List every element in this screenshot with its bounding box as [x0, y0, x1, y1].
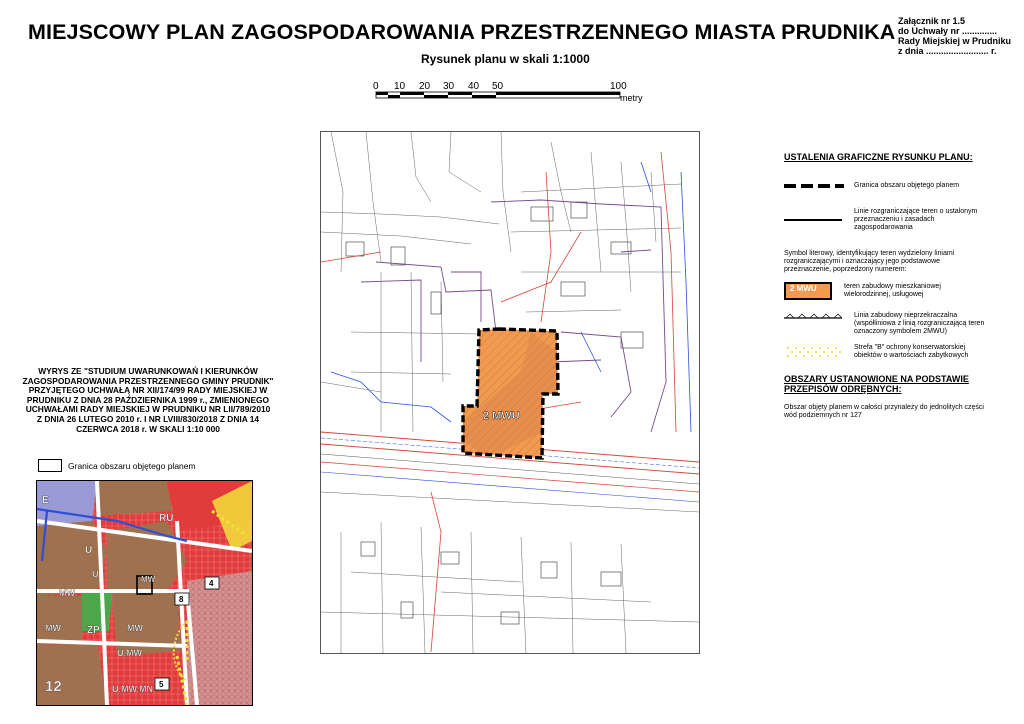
plan-map[interactable]: [320, 131, 700, 654]
zone-label: 2 MWU: [483, 410, 520, 422]
scale-tick-label: 30: [443, 81, 455, 92]
excerpt-area-number: 5: [159, 680, 164, 689]
zone-swatch-icon: [784, 282, 832, 300]
scale-unit-label: metry: [620, 93, 643, 103]
excerpt-label: RU: [159, 513, 174, 524]
dashed-boundary-icon: [784, 182, 844, 190]
legend-title: USTALENIA GRAFICZNE RYSUNKU PLANU:: [784, 152, 973, 162]
annex-line: z dnia ......................... r.: [898, 46, 997, 56]
excerpt-area-number: 4: [209, 579, 214, 588]
legend-section-text: Obszar objęty planem w całości przynależy do jednolitych części wód podziemnych nr 127: [784, 404, 984, 419]
zone-swatch-label: 2 MWU: [790, 284, 817, 293]
excerpt-legend: [38, 459, 196, 472]
legend-item: [784, 344, 994, 360]
scale-tick-label: 20: [419, 81, 431, 92]
scale-tick-label: 100: [610, 81, 627, 92]
plan-map-drawing: [321, 132, 699, 653]
legend-item-label: Strefa "B" ochrony konserwatorskiej obiektów o wartościach zabytkowych: [854, 344, 969, 359]
studium-excerpt-map[interactable]: [36, 480, 253, 706]
annex-line: do Uchwały nr ..............: [898, 26, 998, 36]
legend-item-label: Linia zabudowy nieprzekraczalna (współliniowa z linią rozgraniczającą teren oznaczony symbolem 2MWU): [854, 312, 985, 335]
annex-line: Załącznik nr 1.5: [898, 16, 966, 26]
excerpt-label: MW: [45, 623, 61, 633]
legend-item: [784, 282, 994, 300]
building-line-icon: [784, 312, 844, 322]
excerpt-label: U: [92, 569, 99, 579]
excerpt-label: U,MW,MN: [112, 684, 153, 694]
excerpt-label: MW: [141, 575, 156, 584]
excerpt-label: U: [85, 545, 93, 556]
legend-item: [784, 208, 994, 232]
legend-item: [784, 312, 994, 336]
scale-tick-label: 50: [492, 81, 504, 92]
zone-b-dots-icon: [784, 345, 844, 359]
annex-line: Rady Miejskiej w Prudniku: [898, 36, 1012, 46]
page-title: MIEJSCOWY PLAN ZAGOSPODAROWANIA PRZESTRZENNEGO MIASTA PRUDNIKA: [28, 20, 896, 44]
legend-item-label: teren zabudowy mieszkaniowej wielorodzinnej, usługowej: [844, 283, 941, 298]
legend-section-title: OBSZARY USTANOWIONE NA PODSTAWIE PRZEPISÓW ODRĘBNYCH:: [784, 374, 969, 394]
scale-tick-label: 40: [468, 81, 480, 92]
scale-tick-label: 0: [373, 81, 379, 92]
excerpt-label: E: [42, 495, 49, 506]
scale-bar: [370, 78, 660, 108]
excerpt-area-number: 8: [179, 595, 184, 604]
scale-tick-label: 10: [394, 81, 406, 92]
boundary-box-icon: [38, 459, 62, 472]
excerpt-label: ZP: [87, 625, 100, 636]
excerpt-map-drawing: [37, 481, 252, 705]
legend-symbol-note: Symbol literowy, identyfikujący teren wydzielony liniami rozgraniczającymi i oznaczający jego podstawowe przeznaczenie, poprzedzony numerem:: [784, 250, 955, 273]
legend-item: [784, 182, 994, 190]
legend-item-label: Granica obszaru objętego planem: [854, 182, 960, 189]
legend-item-label: Linie rozgraniczające teren o ustalonym przeznaczeniu i zasadach zagospodarowania: [854, 208, 978, 231]
excerpt-label: MW: [127, 623, 143, 633]
excerpt-label: U,MW: [117, 648, 142, 658]
annex-note: [898, 16, 1011, 56]
solid-line-icon: [784, 216, 844, 224]
excerpt-label: MW: [59, 588, 75, 598]
excerpt-legend-label: Granica obszaru objętego planem: [68, 460, 196, 471]
page-subtitle: Rysunek planu w skali 1:1000: [421, 52, 590, 66]
map-legend: [784, 152, 994, 420]
excerpt-title: WYRYS ZE "STUDIUM UWARUNKOWAŃ I KIERUNKÓW ZAGOSPODAROWANIA PRZESTRZENNEGO GMINY PRUDNIK" PRZYJĘTEGO UCHWAŁĄ NR XII/174/99 RADY MIEJSKIEJ W PRUDNIKU Z DNIA 28 PAŹDZIERNIKA 1999 r., ZMIENIONEGO UCHWAŁAMI RADY MIEJSKIEJ W PRUDNIKU NR LII/789/2010 Z DNIA 26 LUTEGO 2010 r. I NR LVIII/830/2018 Z DNIA 14 CZERWCA 2018 r. W SKALI 1:10 000: [22, 366, 274, 434]
excerpt-label: 12: [45, 678, 62, 695]
